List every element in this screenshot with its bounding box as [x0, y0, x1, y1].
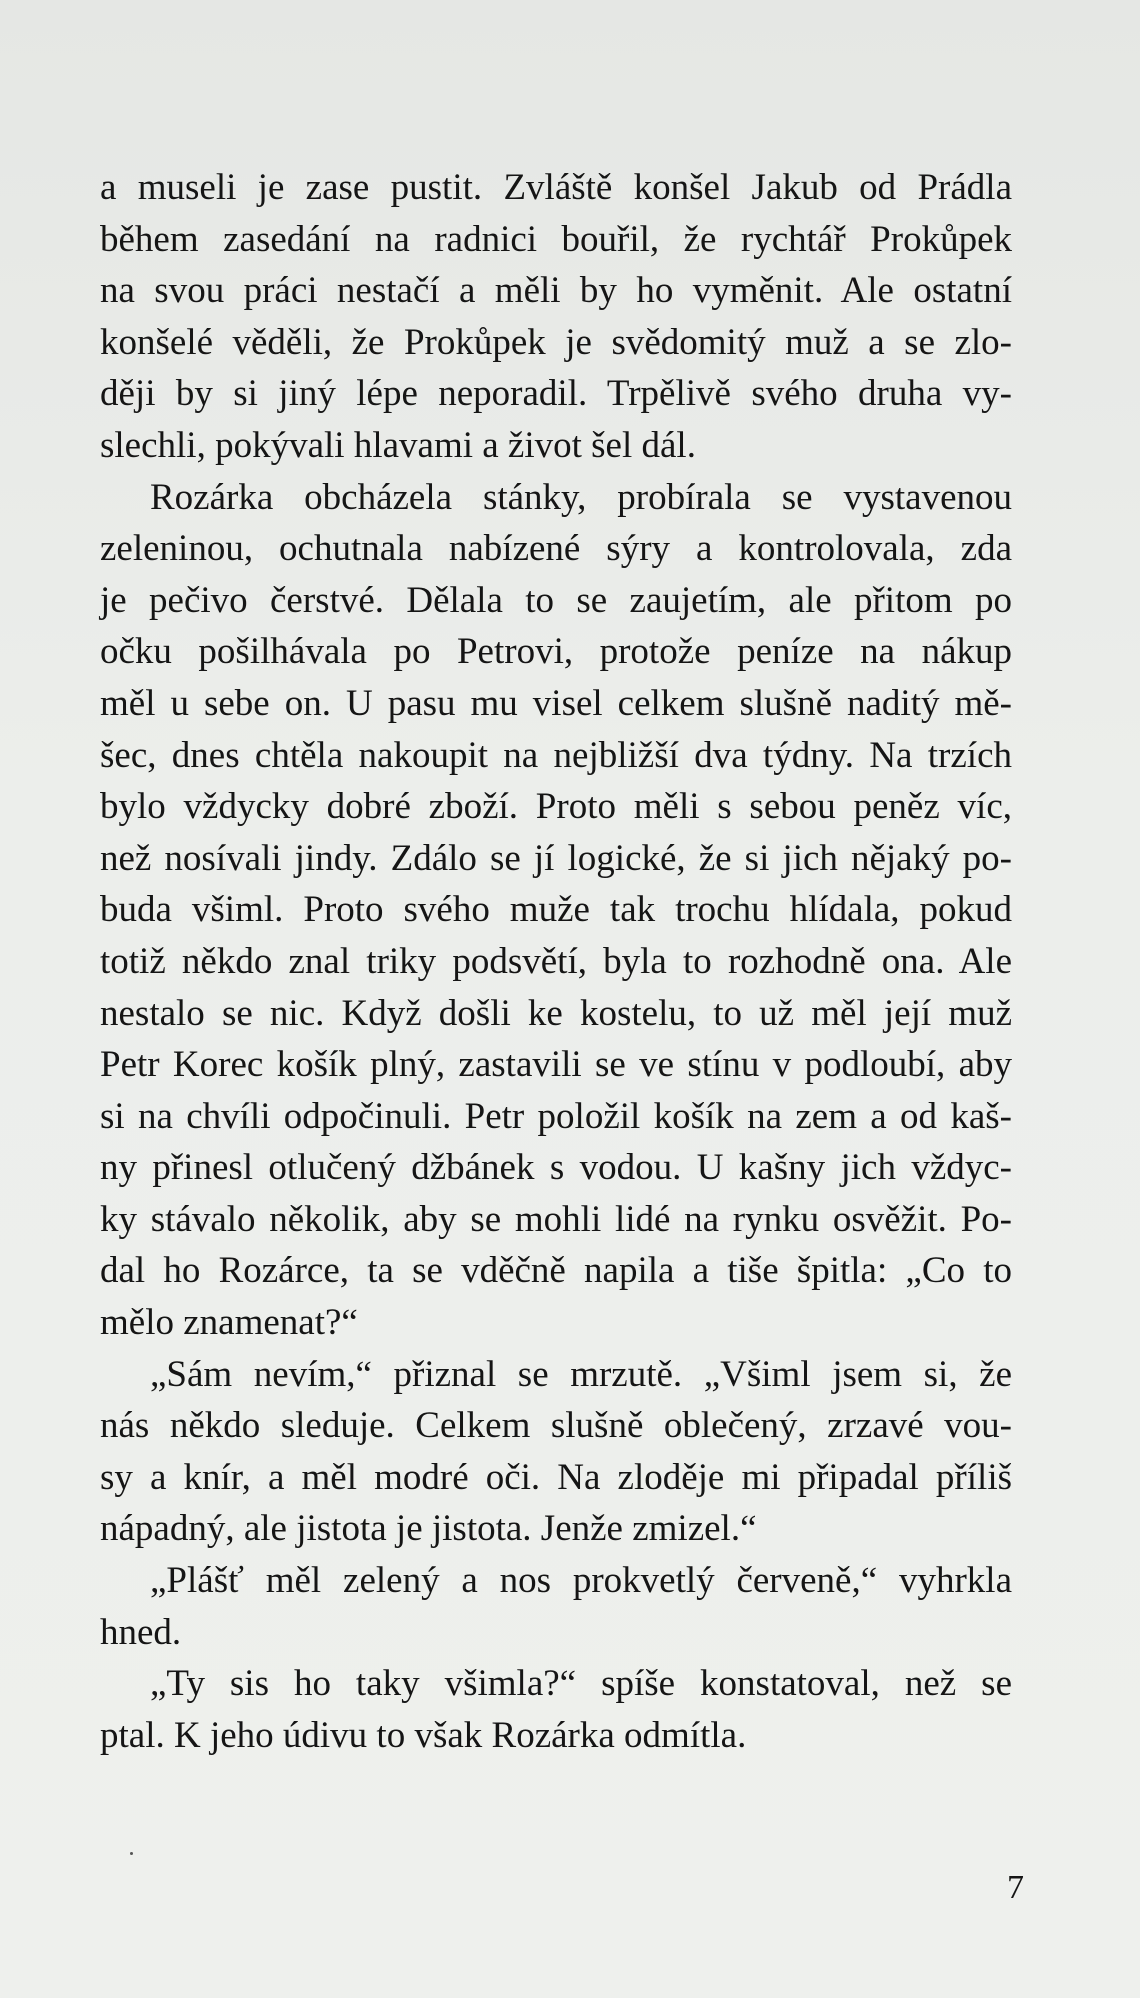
- text-line: ky stávalo několik, aby se mohli lidé na rynku osvěžit. Po-: [100, 1198, 1012, 1240]
- text-line: je pečivo čerstvé. Dělala to se zaujetím, ale přitom po: [100, 579, 1012, 621]
- text-line: „Ty sis ho taky všimla?“ spíše konstatoval, než se: [150, 1663, 1012, 1705]
- text-line: Rozárka obcházela stánky, probírala se vystavenou: [150, 476, 1012, 518]
- text-line: bylo vždycky dobré zboží. Proto měli s sebou peněz víc,: [100, 786, 1012, 828]
- text-line: si na chvíli odpočinuli. Petr položil košík na zem a od kaš-: [100, 1095, 1012, 1137]
- text-line: konšelé věděli, že Prokůpek je svědomitý muž a se zlo-: [100, 321, 1012, 363]
- text-line: ny přinesl otlučený džbánek s vodou. U kašny jich vždyc-: [100, 1147, 1012, 1189]
- text-line: na svou práci nestačí a měli by ho vyměnit. Ale ostatní: [100, 270, 1012, 312]
- text-line: ptal. K jeho údivu to však Rozárka odmítla.: [100, 1714, 747, 1756]
- text-line: sy a knír, a měl modré oči. Na zloděje mi připadal příliš: [100, 1456, 1012, 1498]
- text-line: očku pošilhávala po Petrovi, protože peníze na nákup: [100, 631, 1012, 673]
- text-line: hned.: [100, 1611, 182, 1653]
- text-line: „Plášť měl zelený a nos prokvetlý červeně,“ vyhrkla: [150, 1560, 1012, 1602]
- text-line: totiž někdo znal triky podsvětí, byla to rozhodně ona. Ale: [100, 940, 1012, 982]
- text-line: nápadný, ale jistota je jistota. Jenže zmizel.“: [100, 1508, 757, 1550]
- text-line: ději by si jiný lépe neporadil. Trpělivě svého druha vy-: [100, 373, 1012, 415]
- paper-speck: [130, 1852, 133, 1855]
- text-line: buda všiml. Proto svého muže tak trochu hlídala, pokud: [100, 889, 1012, 931]
- body-text: [100, 162, 1012, 1761]
- text-line: šec, dnes chtěla nakoupit na nejbližší dva týdny. Na trzích: [100, 734, 1012, 776]
- text-line: a museli je zase pustit. Zvláště konšel Jakub od Prádla: [100, 167, 1012, 208]
- text-line: mělo znamenat?“: [100, 1302, 358, 1344]
- text-line: slechli, pokývali hlavami a život šel dál.: [100, 424, 696, 466]
- text-line: nás někdo sleduje. Celkem slušně oblečený, zrzavé vou-: [100, 1405, 1012, 1447]
- text-line: dal ho Rozárce, ta se vděčně napila a tiše špitla: „Co to: [100, 1250, 1012, 1292]
- text-line: nestalo se nic. Když došli ke kostelu, to už měl její muž: [100, 992, 1012, 1034]
- text-line: než nosívali jindy. Zdálo se jí logické, že si jich nějaký po-: [100, 837, 1012, 879]
- page-number: 7: [1007, 1869, 1024, 1906]
- text-line: měl u sebe on. U pasu mu visel celkem slušně naditý mě-: [100, 682, 1012, 724]
- text-line: Petr Korec košík plný, zastavili se ve stínu v podloubí, aby: [100, 1044, 1012, 1086]
- text-line: během zasedání na radnici bouřil, že rychtář Prokůpek: [100, 218, 1012, 260]
- text-line: zeleninou, ochutnala nabízené sýry a kontrolovala, zda: [100, 528, 1012, 570]
- text-line: „Sám nevím,“ přiznal se mrzutě. „Všiml jsem si, že: [150, 1353, 1012, 1395]
